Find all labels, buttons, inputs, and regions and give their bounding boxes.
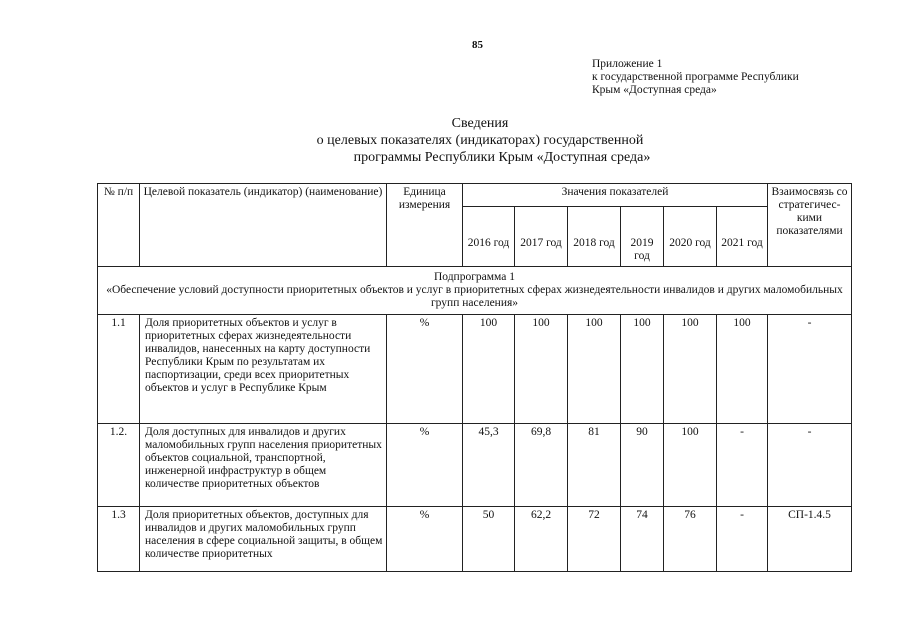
title-line-1: Сведения [451,116,509,131]
appendix-note [592,58,799,97]
header-indicator: Целевой показатель (индикатор) (наименование) [140,184,387,267]
row-value-2018: 81 [568,424,621,507]
row-unit: % [387,424,463,507]
title-line-2: о целевых показателях (индикаторах) государственной [316,133,644,148]
row-value-2017: 100 [515,315,568,424]
row-value-2020: 100 [664,424,717,507]
header-year-2019: 2019 год [621,207,664,267]
subprogram-row [98,267,852,315]
row-value-2017: 69,8 [515,424,568,507]
row-value-2018: 100 [568,315,621,424]
row-indicator-name: Доля приоритетных объектов и услуг в приоритетных сферах жизнедеятельности инвалидов, нанесенных на карту доступности Республики Крым по результатам их паспортизации, среди всех приоритетных объектов и услуг в Республике Крым [140,315,387,424]
row-num: 1.2. [98,424,140,507]
row-value-2021: 100 [717,315,768,424]
row-value-2016: 50 [463,507,515,572]
row-num: 1.1 [98,315,140,424]
row-value-2016: 45,3 [463,424,515,507]
row-unit: % [387,315,463,424]
row-value-2016: 100 [463,315,515,424]
table-row [98,507,852,572]
table-row [98,424,852,507]
title-line-3: программы Республики Крым «Доступная среда» [353,150,651,165]
row-value-2021: - [717,507,768,572]
header-year-2020: 2020 год [664,207,717,267]
header-row-1 [98,184,852,207]
page-number: 85 [472,39,483,51]
row-value-2017: 62,2 [515,507,568,572]
row-value-2019: 100 [621,315,664,424]
indicators-table [97,183,852,572]
row-relation: - [768,315,852,424]
header-year-2018: 2018 год [568,207,621,267]
document-title [300,115,660,166]
row-indicator-name: Доля приоритетных объектов, доступных для инвалидов и других маломобильных групп населения в сфере социальной защиты, в общем количестве приоритетных [140,507,387,572]
header-year-2017: 2017 год [515,207,568,267]
row-num: 1.3 [98,507,140,572]
row-value-2019: 90 [621,424,664,507]
appendix-line-3: Крым «Доступная среда» [592,84,717,96]
row-indicator-name: Доля доступных для инвалидов и других маломобильных групп населения приоритетных объектов социальной, транспортной, инженерной инфраструктур в общем количестве приоритетных объектов [140,424,387,507]
header-values: Значения показателей [463,184,768,207]
table-row [98,315,852,424]
row-unit: % [387,507,463,572]
row-value-2021: - [717,424,768,507]
row-value-2019: 74 [621,507,664,572]
header-num: № п/п [98,184,140,267]
subprogram-cell [98,267,852,315]
row-relation: - [768,424,852,507]
row-value-2018: 72 [568,507,621,572]
header-unit: Единица измерения [387,184,463,267]
header-relation: Взаимосвязь со стратегичес-кими показателями [768,184,852,267]
appendix-line-1: Приложение 1 [592,58,663,70]
subprogram-text: «Обеспечение условий доступности приоритетных объектов и услуг в приоритетных сферах жизнедеятельности инвалидов и других маломобильных групп населения» [106,284,843,309]
row-value-2020: 100 [664,315,717,424]
subprogram-title: Подпрограмма 1 [433,271,515,283]
header-year-2016: 2016 год [463,207,515,267]
appendix-line-2: к государственной программе Республики [592,71,799,83]
row-relation: СП-1.4.5 [768,507,852,572]
row-value-2020: 76 [664,507,717,572]
header-year-2021: 2021 год [717,207,768,267]
